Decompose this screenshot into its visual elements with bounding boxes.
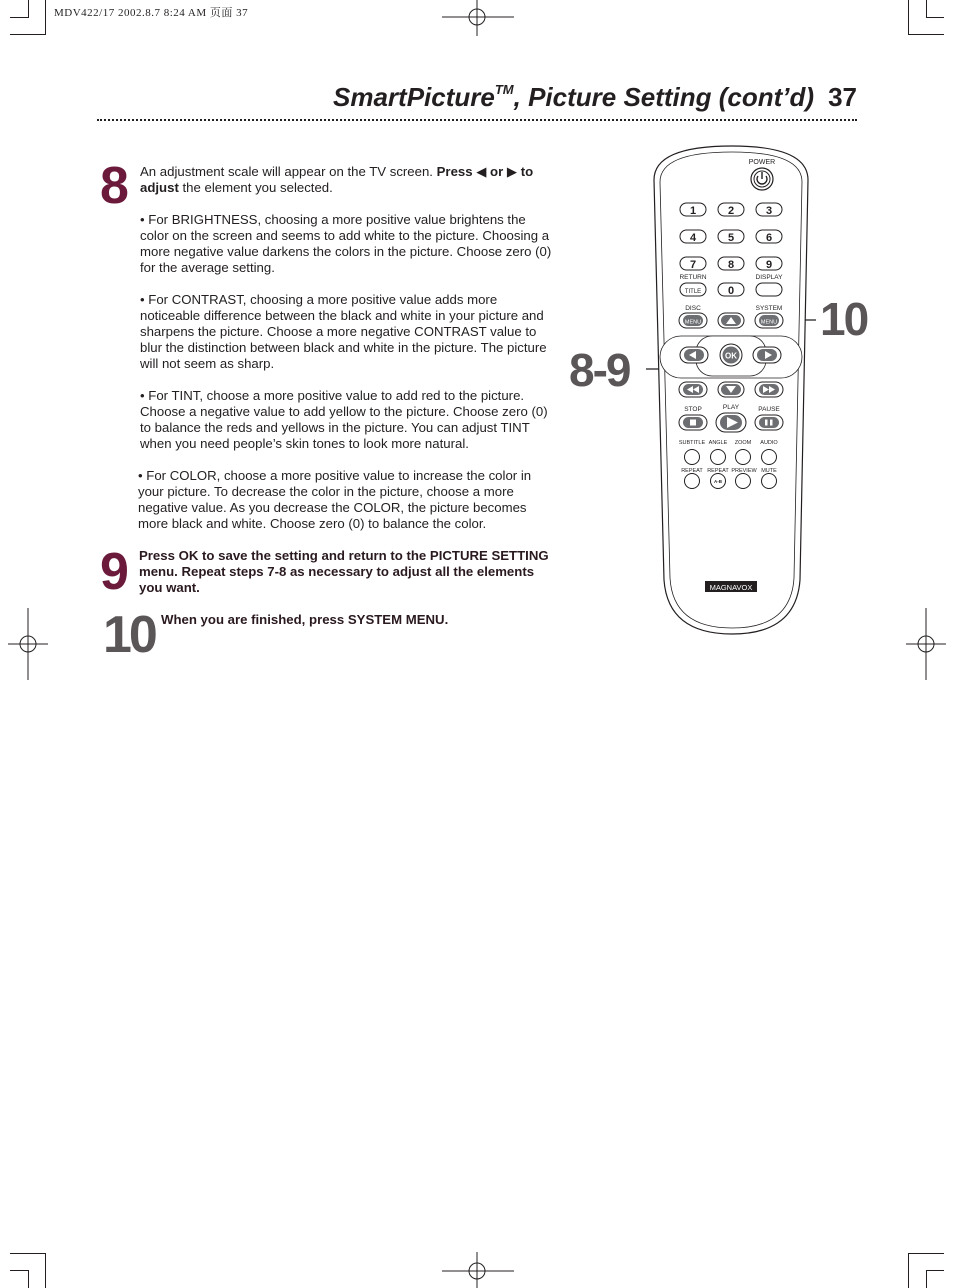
step-8-intro-a: An adjustment scale will appear on the TV screen. bbox=[140, 164, 437, 179]
pause-label: PAUSE bbox=[758, 406, 780, 413]
ok-button bbox=[720, 344, 742, 366]
brand-logo: MAGNAVOX bbox=[709, 583, 753, 592]
bullet-color: • For COLOR, choose a more positive value to increase the color in your picture. To decrease the color in the picture, choose a more negative value. As you decrease the COLOR, the picture becomes more black and white. Choose zero (0) to balance the color. bbox=[138, 468, 532, 531]
digit-8: 8 bbox=[727, 259, 735, 271]
ab-label: A-B bbox=[714, 479, 722, 484]
stop-label: STOP bbox=[684, 406, 702, 413]
step-8-intro-bold: Press ◀ or ▶ to adjust bbox=[140, 164, 534, 195]
repeat-label: REPEAT bbox=[681, 468, 703, 474]
registration-mark-top bbox=[442, 0, 514, 36]
header-dotted-rule bbox=[97, 119, 857, 121]
bullet-contrast: • For CONTRAST, choosing a more positive value adds more noticeable difference between the black and white in your picture and sharpens the picture. Choose a more negative CONTRAST value to blur the distinction between black and white in the picture. The picture will not seem as sharp. bbox=[140, 292, 547, 371]
page-title bbox=[333, 82, 857, 113]
system-label: SYSTEM bbox=[755, 305, 783, 312]
digit-2: 2 bbox=[727, 205, 735, 217]
mute-button bbox=[762, 474, 777, 489]
step-8-intro bbox=[140, 164, 552, 196]
repeat-ab-label: REPEAT bbox=[707, 468, 729, 474]
left-arrow-button bbox=[680, 347, 708, 363]
preview-label: PREVIEW bbox=[731, 468, 757, 474]
title-main: SmartPicture bbox=[333, 82, 495, 112]
step-8-number: 8 bbox=[100, 157, 126, 215]
digit-5: 5 bbox=[727, 232, 735, 244]
disc-menu-button bbox=[679, 313, 707, 328]
disc-label: DISC bbox=[685, 305, 701, 312]
repeat-button bbox=[685, 474, 700, 489]
title-button: TITLE bbox=[684, 289, 702, 295]
zoom-button bbox=[736, 450, 751, 465]
return-label: RETURN bbox=[679, 274, 707, 281]
mute-label: MUTE bbox=[761, 468, 777, 474]
zoom-label: ZOOM bbox=[734, 440, 752, 446]
play-button bbox=[716, 413, 746, 432]
registration-mark-right bbox=[906, 608, 946, 680]
title-rest: , Picture Setting (cont’d) bbox=[513, 82, 815, 112]
digit-3: 3 bbox=[765, 205, 773, 217]
bullet-tint: • For TINT, choose a more positive value to add red to the picture. Choose a negative value to add yellow to the picture. Choose zero (0) to balance the reds and yellows in the picture. You can adjust TINT when you need people’s skin tones to look more natural. bbox=[140, 388, 548, 451]
svg-text:MENU: MENU bbox=[684, 319, 702, 326]
step-8-intro-b: the element you selected. bbox=[178, 180, 333, 195]
audio-label: AUDIO bbox=[760, 440, 778, 446]
right-arrow-button bbox=[753, 347, 781, 363]
subtitle-label: SUBTITLE bbox=[678, 440, 706, 446]
down-arrow-button bbox=[718, 382, 744, 397]
play-label: PLAY bbox=[722, 404, 740, 411]
callout-steps-8-9: 8-9 bbox=[569, 344, 630, 396]
system-menu-button bbox=[755, 313, 783, 328]
display-label: DISPLAY bbox=[755, 274, 783, 281]
step-10-text: When you are finished, press SYSTEM MENU. bbox=[161, 612, 449, 627]
audio-button bbox=[762, 450, 777, 465]
remote-control-illustration bbox=[560, 140, 880, 650]
step-9-text: Press OK to save the setting and return to the PICTURE SETTING menu. Repeat steps 7-8 as necessary to adjust all the elements you want. bbox=[139, 548, 549, 595]
subtitle-button bbox=[685, 450, 700, 465]
stop-button bbox=[679, 415, 707, 430]
page-number: 37 bbox=[828, 82, 857, 112]
registration-mark-left bbox=[8, 608, 48, 680]
svg-text:OK: OK bbox=[725, 351, 737, 361]
svg-text:MENU: MENU bbox=[760, 319, 778, 326]
step-9-number: 9 bbox=[100, 543, 126, 601]
digit-9: 9 bbox=[765, 259, 773, 271]
callout-step-10: 10 bbox=[820, 293, 868, 345]
registration-mark-bottom bbox=[442, 1252, 514, 1288]
trademark: TM bbox=[494, 82, 514, 98]
digit-4: 4 bbox=[689, 232, 697, 244]
preview-button bbox=[736, 474, 751, 489]
skip-back-button bbox=[679, 382, 707, 397]
print-slug: MDV422/17 2002.8.7 8:24 AM 页面 37 bbox=[54, 7, 249, 19]
skip-forward-button bbox=[755, 382, 783, 397]
step-10-number: 10 bbox=[103, 606, 155, 664]
step-8-text bbox=[140, 164, 552, 532]
pause-button bbox=[755, 415, 783, 430]
digit-6: 6 bbox=[765, 232, 773, 244]
digit-0: 0 bbox=[727, 285, 735, 297]
digit-1: 1 bbox=[689, 205, 697, 217]
power-label: POWER bbox=[748, 159, 776, 166]
up-arrow-button bbox=[718, 313, 744, 328]
digit-7: 7 bbox=[689, 259, 697, 271]
display-button bbox=[756, 283, 782, 296]
bullet-brightness: • For BRIGHTNESS, choosing a more positive value brightens the color on the screen and seems to add white to the picture. Choosing a more negative value darkens the colors in the picture. Choose zero (0) for the average setting. bbox=[140, 212, 552, 275]
power-button bbox=[751, 168, 773, 190]
angle-button bbox=[711, 450, 726, 465]
angle-label: ANGLE bbox=[708, 440, 728, 446]
